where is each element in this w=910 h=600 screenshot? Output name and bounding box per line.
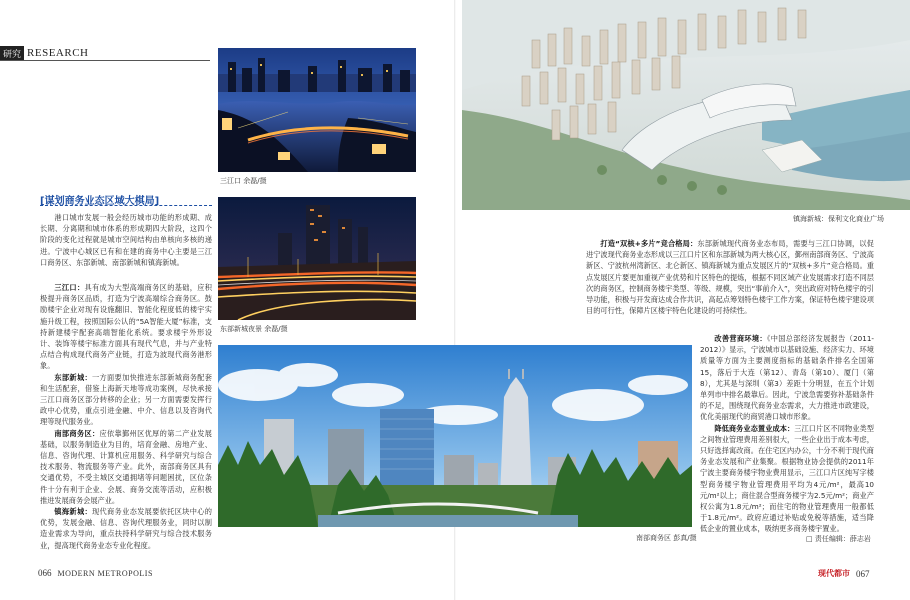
nanbu-title: 南部商务区： <box>54 428 100 438</box>
right-narrow-column <box>700 333 874 535</box>
photo-caption-south: 南部商务区 彭真/摄 <box>636 534 697 542</box>
photo-caption-east-new-town: 东部新城夜景 余磊/摄 <box>220 325 288 333</box>
section-tag <box>0 46 88 60</box>
dongbu-title: 东部新城： <box>54 372 92 382</box>
twin-core-paragraph <box>586 238 874 316</box>
photo-caption-zhenhai: 镇海新城：保利文化商业广场 <box>793 215 884 223</box>
nanbu-paragraph <box>40 428 212 506</box>
header-rule <box>0 60 210 61</box>
left-page-number: 066 <box>38 568 52 578</box>
business-env-text: 《中国总部经济发展报告（2011-2012）》显示，宁波城市以基础设施、经济实力、环境质量等方面为主要测度指标的基础条件排名全国第15，落后于大连（第12）、青岛（第10）、厦门（第8），尤其是与深圳（第3）差距十分明显，在五个计划单列市中排名最靠后。因此，宁波急需要弥补基础条件的不足，围绕现代商务业态需求，大力推进市政建设，优化美丽现代的商贸港口城市形象。 <box>700 334 874 422</box>
section-heading: [谋划商务业态区域大棋局] <box>40 196 160 207</box>
section-tag-en: RESEARCH <box>27 47 89 59</box>
cost-paragraph <box>700 423 874 535</box>
photo-caption-sanjiangkou: 三江口 余磊/摄 <box>220 177 267 185</box>
zhenhai-text: 现代商务业态发展要依托区块中心的优势，发展金融、信息、咨询代理服务业，同时以制造业需求为导向，重点扶持科学研究与综合技术服务业，提高现代商务业态专业化程度。 <box>40 507 212 550</box>
sanjiangkou-text: 具有成为大型高端商务区的基础，应积极提升商务区品质，打造为宁波高端综合商务区。鼓励楼宇企业对现有设施翻旧、智能化程度低的楼宇实施升级工程，按照国际公认的“5A智能大厦”标准，支持新建楼宇配套高端智能化系统。要求楼宇外形设计、装饰等楼宇标准方面具有现代气息，并与产业特点结合构成现代商务产业链，打造为波现代商务港形象。 <box>40 283 212 371</box>
zhenhai-title: 镇海新城： <box>54 507 92 517</box>
photo-south-business-district <box>218 345 692 527</box>
nanbu-text: 应依靠鄞州区优厚的第二产业发展基础，以服务制造业为目的，培育金融、房地产业、信息、咨询代理、计算机应用服务、科学研究与综合技术服务、物流服务等产业。此外，南部商务区具有交通优势，不受主城区交通拥堵等问题困扰，区位条件十分有利于企业、会展、商务交流等活动，应积极推进发展商务会展产业。 <box>40 428 212 505</box>
business-env-title: 改善营商环境： <box>714 334 767 343</box>
sanjiangkou-title: 三江口： <box>54 283 85 292</box>
left-magazine-name: MODERN METROPOLIS <box>57 568 153 578</box>
zhenhai-paragraph <box>40 506 212 551</box>
left-intro <box>40 212 212 268</box>
photo-zhenhai-rendering <box>462 0 910 210</box>
photo-sanjiangkou <box>218 48 416 172</box>
heading-rule <box>40 205 212 206</box>
sanjiangkou-paragraph <box>40 282 212 372</box>
intro-paragraph: 港口城市发展一般会经历城市功能的形成期、成长期、分离期和城市体系的形成期四大阶段，这四个阶段的变化过程就是城市空间结构由单核向多核的递进。宁波中心城区已有和在建的商务中心主要是三江口商务区、东部新城、南部新城和镇海新城。 <box>40 213 212 267</box>
cost-text: 三江口片区不同物业类型之间物业管理费用差别很大，一些企业出于成本考虑，只好选择寓改商。在住宅区内办公，十分不利于现代商务业态发展和产业集聚。根据物业协会提供的2011年宁波主要商务楼宇物业费用显示，三江口片区纯写字楼型商务楼宇物业管理费用平均为4元/m²，最高10元/m²以上；商住混合型商务楼宇为2.5元/m²；商业产权公寓为1.8元/m²；而住宅的物业管理费用一般都低于1.8元/m²。政府应通过补贴或免税等措施，适当降低企业的置业成本，吸纳更多商务楼宇置业。 <box>700 423 874 534</box>
dongbu-text: 一方面要加快推进东部新城商务配套和生活配套，借鉴上海新天地等成功案例，尽快承接三江口商务区部分转移的企业；另一方面需要发挥行政中心优势，重点引进金融、中介、信息以及咨询代理等现代服务业。 <box>40 372 212 427</box>
business-env-paragraph <box>700 333 874 423</box>
twin-core-title: 打造“双核+多片”竞合格局： <box>600 239 698 248</box>
left-column-body <box>40 282 212 551</box>
responsible-editor: □ 责任编辑：薛志岩 <box>806 535 871 543</box>
right-page-footer <box>818 568 870 579</box>
right-page-number: 067 <box>856 568 870 579</box>
photo-east-new-town <box>218 197 416 320</box>
left-page-footer <box>38 568 153 578</box>
section-tag-cn: 研究 <box>0 46 24 61</box>
twin-core-text: 东部新城现代商务业态布局，需要与三江口协调，以促进宁波现代商务业态形成以三江口片区和东部新城为两大核心区，鄞州南部商务区、宁波高新区、宁波杭州湾新区、北仑新区、镇海新城为重点发展区片的“双核+多片”竞合格局。重点发展区片要更加重视产业优势和片区特色的提炼，根据不同区域产业发展需求打造不同层次的商务区，控制商务楼宇类型、等级、规模，突出“事前介入”，突出政府对特色楼宇的引导功能，积极与开发商达成合作共识，高起点筹划特色楼宇工作方案，保证特色楼宇建设项目的可行性，保障片区楼宇特色化建设的可持续性。 <box>586 239 874 316</box>
dongbu-paragraph <box>40 372 212 428</box>
cost-title: 降低商务业态置业成本： <box>714 423 795 433</box>
right-magazine-name: 现代都市 <box>818 569 850 578</box>
right-top-block <box>586 238 874 316</box>
